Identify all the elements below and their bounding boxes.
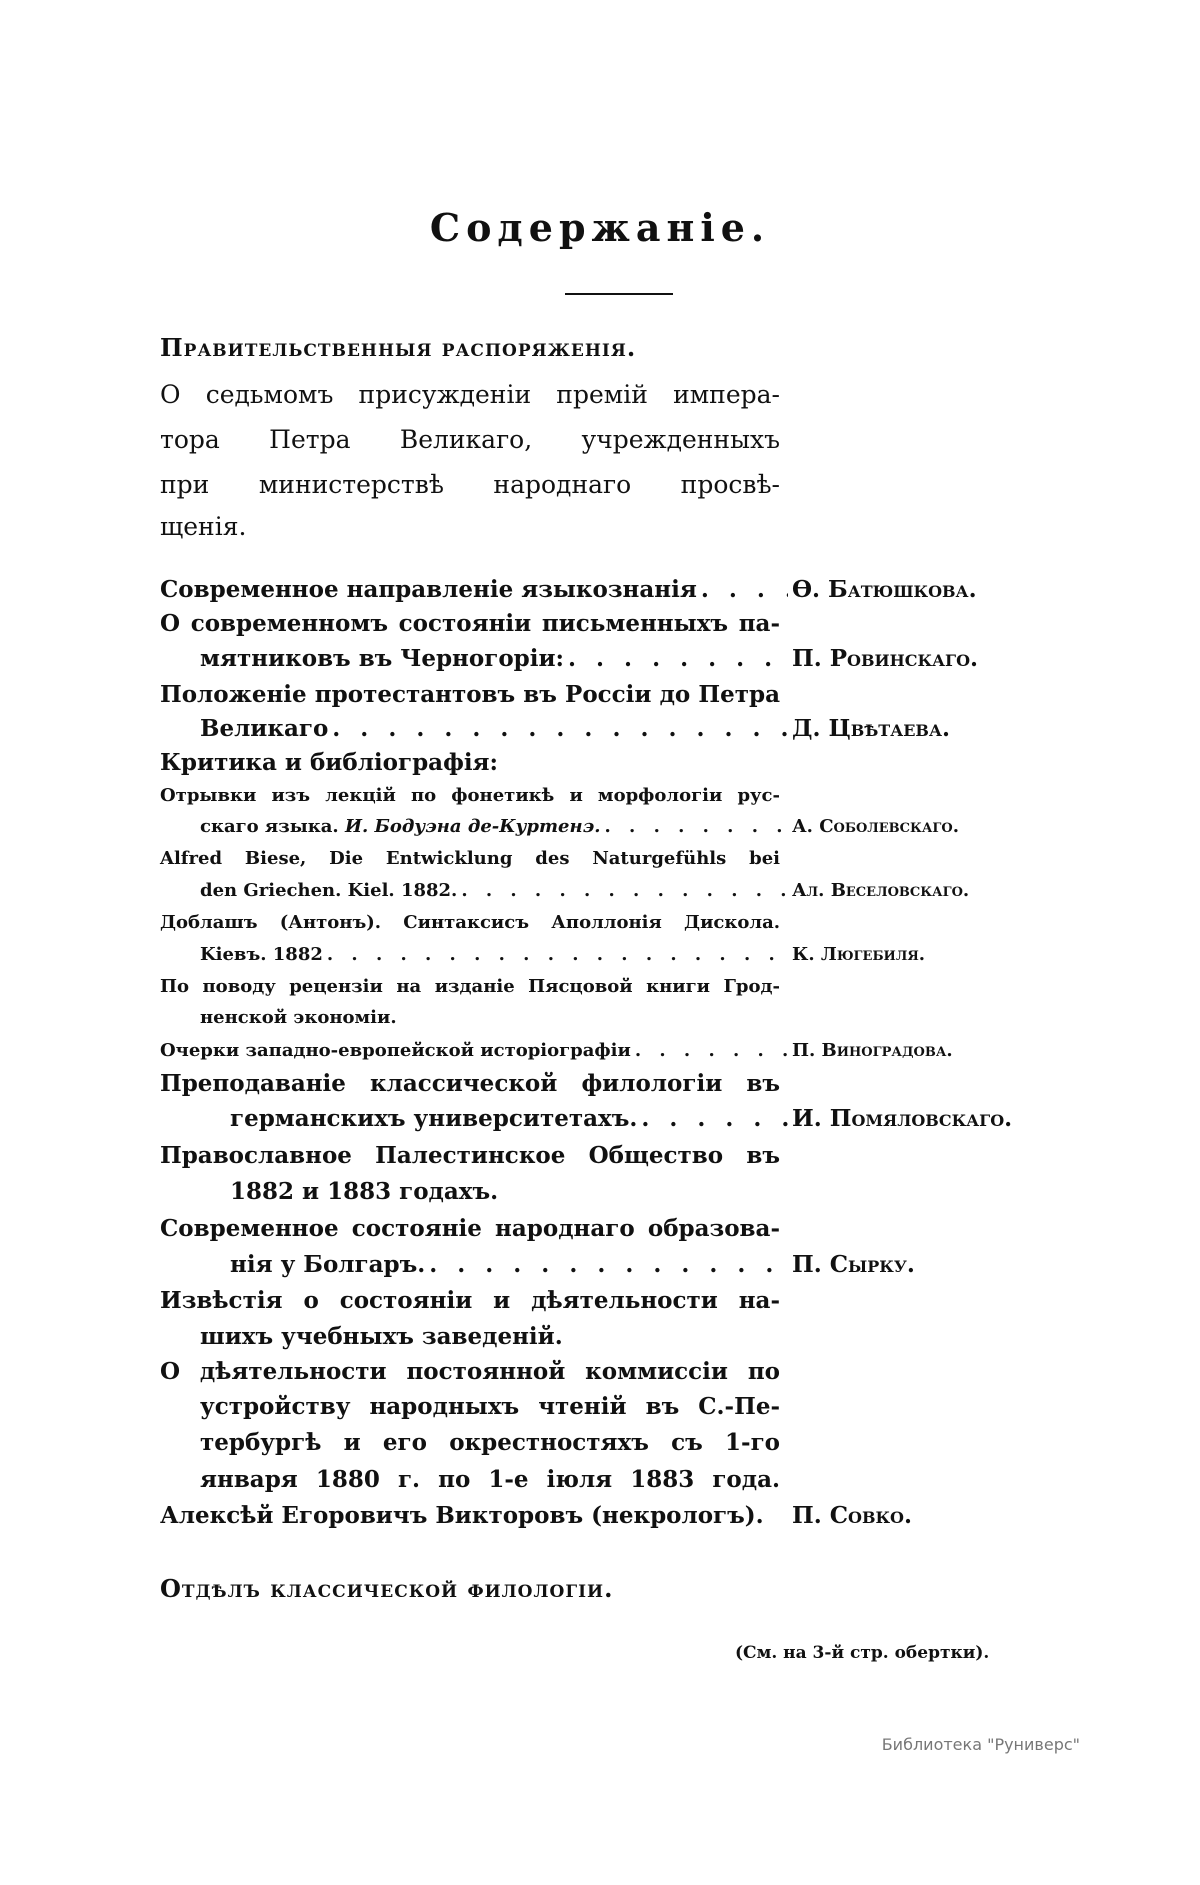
toc-entry: Православное Палестинское Общество въ <box>160 1142 780 1169</box>
dot-leader <box>605 816 788 837</box>
author: Д. Цвѣтаева. <box>792 715 950 742</box>
author: И. Помяловскаго. <box>792 1105 1013 1132</box>
toc-entry: Современное состояніе народнаго образова- <box>160 1215 780 1242</box>
toc-entry-cont: устройству народныхъ чтеній въ С.-Пе- <box>200 1393 780 1420</box>
dot-leader <box>461 880 788 901</box>
page-title: Содержаніе. <box>429 205 771 250</box>
section-heading-classical-philology: Отдѣлъ классической филологіи. <box>160 1574 614 1603</box>
author: П. Ровинскаго. <box>792 645 979 672</box>
toc-entry-cont: 1882 и 1883 годахъ. <box>230 1178 499 1205</box>
toc-entry-cont: Великаго . . . Д. Цвѣтаева. <box>160 715 1040 742</box>
toc-entry: Положеніе протестантовъ въ Россіи до Петра <box>160 681 780 708</box>
toc-entry: Современное направленіе языкознанія . . . Ѳ. Батюшкова. <box>160 576 1040 603</box>
toc-entry-cont: скаго языка. И. Бодуэна де-Куртенэ. . . . А. Соболевскаго. <box>160 816 1040 837</box>
toc-entry-cont: нія у Болгаръ. . . . П. Сырку. <box>160 1251 1040 1278</box>
toc-entry: О дѣятельности постоянной коммиссіи по <box>160 1358 780 1385</box>
toc-entry-cont: января 1880 г. по 1-е іюля 1883 года. <box>200 1466 780 1493</box>
toc-entry-cont: ненской экономіи. <box>200 1007 397 1028</box>
italic-author-ref: И. Бодуэна де-Куртенэ. <box>344 816 601 837</box>
author: П. Совко. <box>792 1502 913 1529</box>
toc-entry-cont: Kieвъ. 1882 . . . К. Люгебиля. <box>160 944 1040 965</box>
decree-line: щенія. <box>160 512 247 541</box>
dot-leader <box>701 576 788 603</box>
toc-entry-cont: германскихъ университетахъ. . . . И. Помяловскаго. <box>160 1105 1040 1132</box>
toc-entry-cont: тербургѣ и его окрестностяхъ съ 1-го <box>200 1429 780 1456</box>
toc-entry: Очерки западно-европейской исторіографіи . . . П. Виноградова. <box>160 1040 1040 1061</box>
author: А. Соболевскаго. <box>792 816 959 837</box>
toc-entry: Отрывки изъ лекцій по фонетикѣ и морфологіи рус- <box>160 785 780 806</box>
decree-line: при министерствѣ народнаго просвѣ- <box>160 470 780 499</box>
toc-entry-cont: den Griechen. Kiel. 1882. . . . Ал. Веселовскаго. <box>160 880 1040 901</box>
dot-leader <box>635 1040 788 1061</box>
decree-line: О седьмомъ присужденіи премій импера- <box>160 380 780 409</box>
author: Ал. Веселовскаго. <box>792 880 970 901</box>
title-divider <box>565 293 673 295</box>
author: П. Сырку. <box>792 1251 915 1278</box>
toc-entry: Алексѣй Егоровичъ Викторовъ (некрологъ). П. Совко. <box>160 1502 1040 1529</box>
toc-entry: Доблашъ (Антонъ). Синтаксисъ Аполлонія Дискола. <box>160 912 780 933</box>
toc-entry: Преподаваніе классической филологіи въ <box>160 1070 780 1097</box>
library-watermark: Библиотека "Руниверс" <box>881 1735 1080 1754</box>
toc-entry: Alfred Biese, Die Entwicklung des Naturgefühls bei <box>160 848 780 869</box>
dot-leader <box>568 645 788 672</box>
dot-leader <box>429 1251 788 1278</box>
toc-entry: Извѣстія о состояніи и дѣятельности на- <box>160 1287 780 1314</box>
author: Ѳ. Батюшкова. <box>792 576 977 603</box>
section-heading-government: Правительственныя распоряженія. <box>160 333 637 362</box>
dot-leader <box>332 715 788 742</box>
decree-line: тора Петра Великаго, учрежденныхъ <box>160 425 780 454</box>
dot-leader <box>327 944 788 965</box>
toc-entry: По поводу рецензіи на изданіе Пясцовой книги Грод- <box>160 976 780 997</box>
toc-subheading-criticism: Критика и библіографія: <box>160 749 499 776</box>
author: К. Люгебиля. <box>792 944 926 965</box>
toc-entry: О современномъ состояніи письменныхъ па- <box>160 610 780 637</box>
author: П. Виноградова. <box>792 1040 953 1061</box>
toc-entry-cont: мятниковъ въ Черногоріи: . . . П. Ровинскаго. <box>160 645 1040 672</box>
footnote: (См. на 3-й стр. обертки). <box>735 1643 990 1663</box>
dot-leader <box>641 1105 788 1132</box>
toc-entry-cont: шихъ учебныхъ заведеній. <box>200 1323 563 1350</box>
